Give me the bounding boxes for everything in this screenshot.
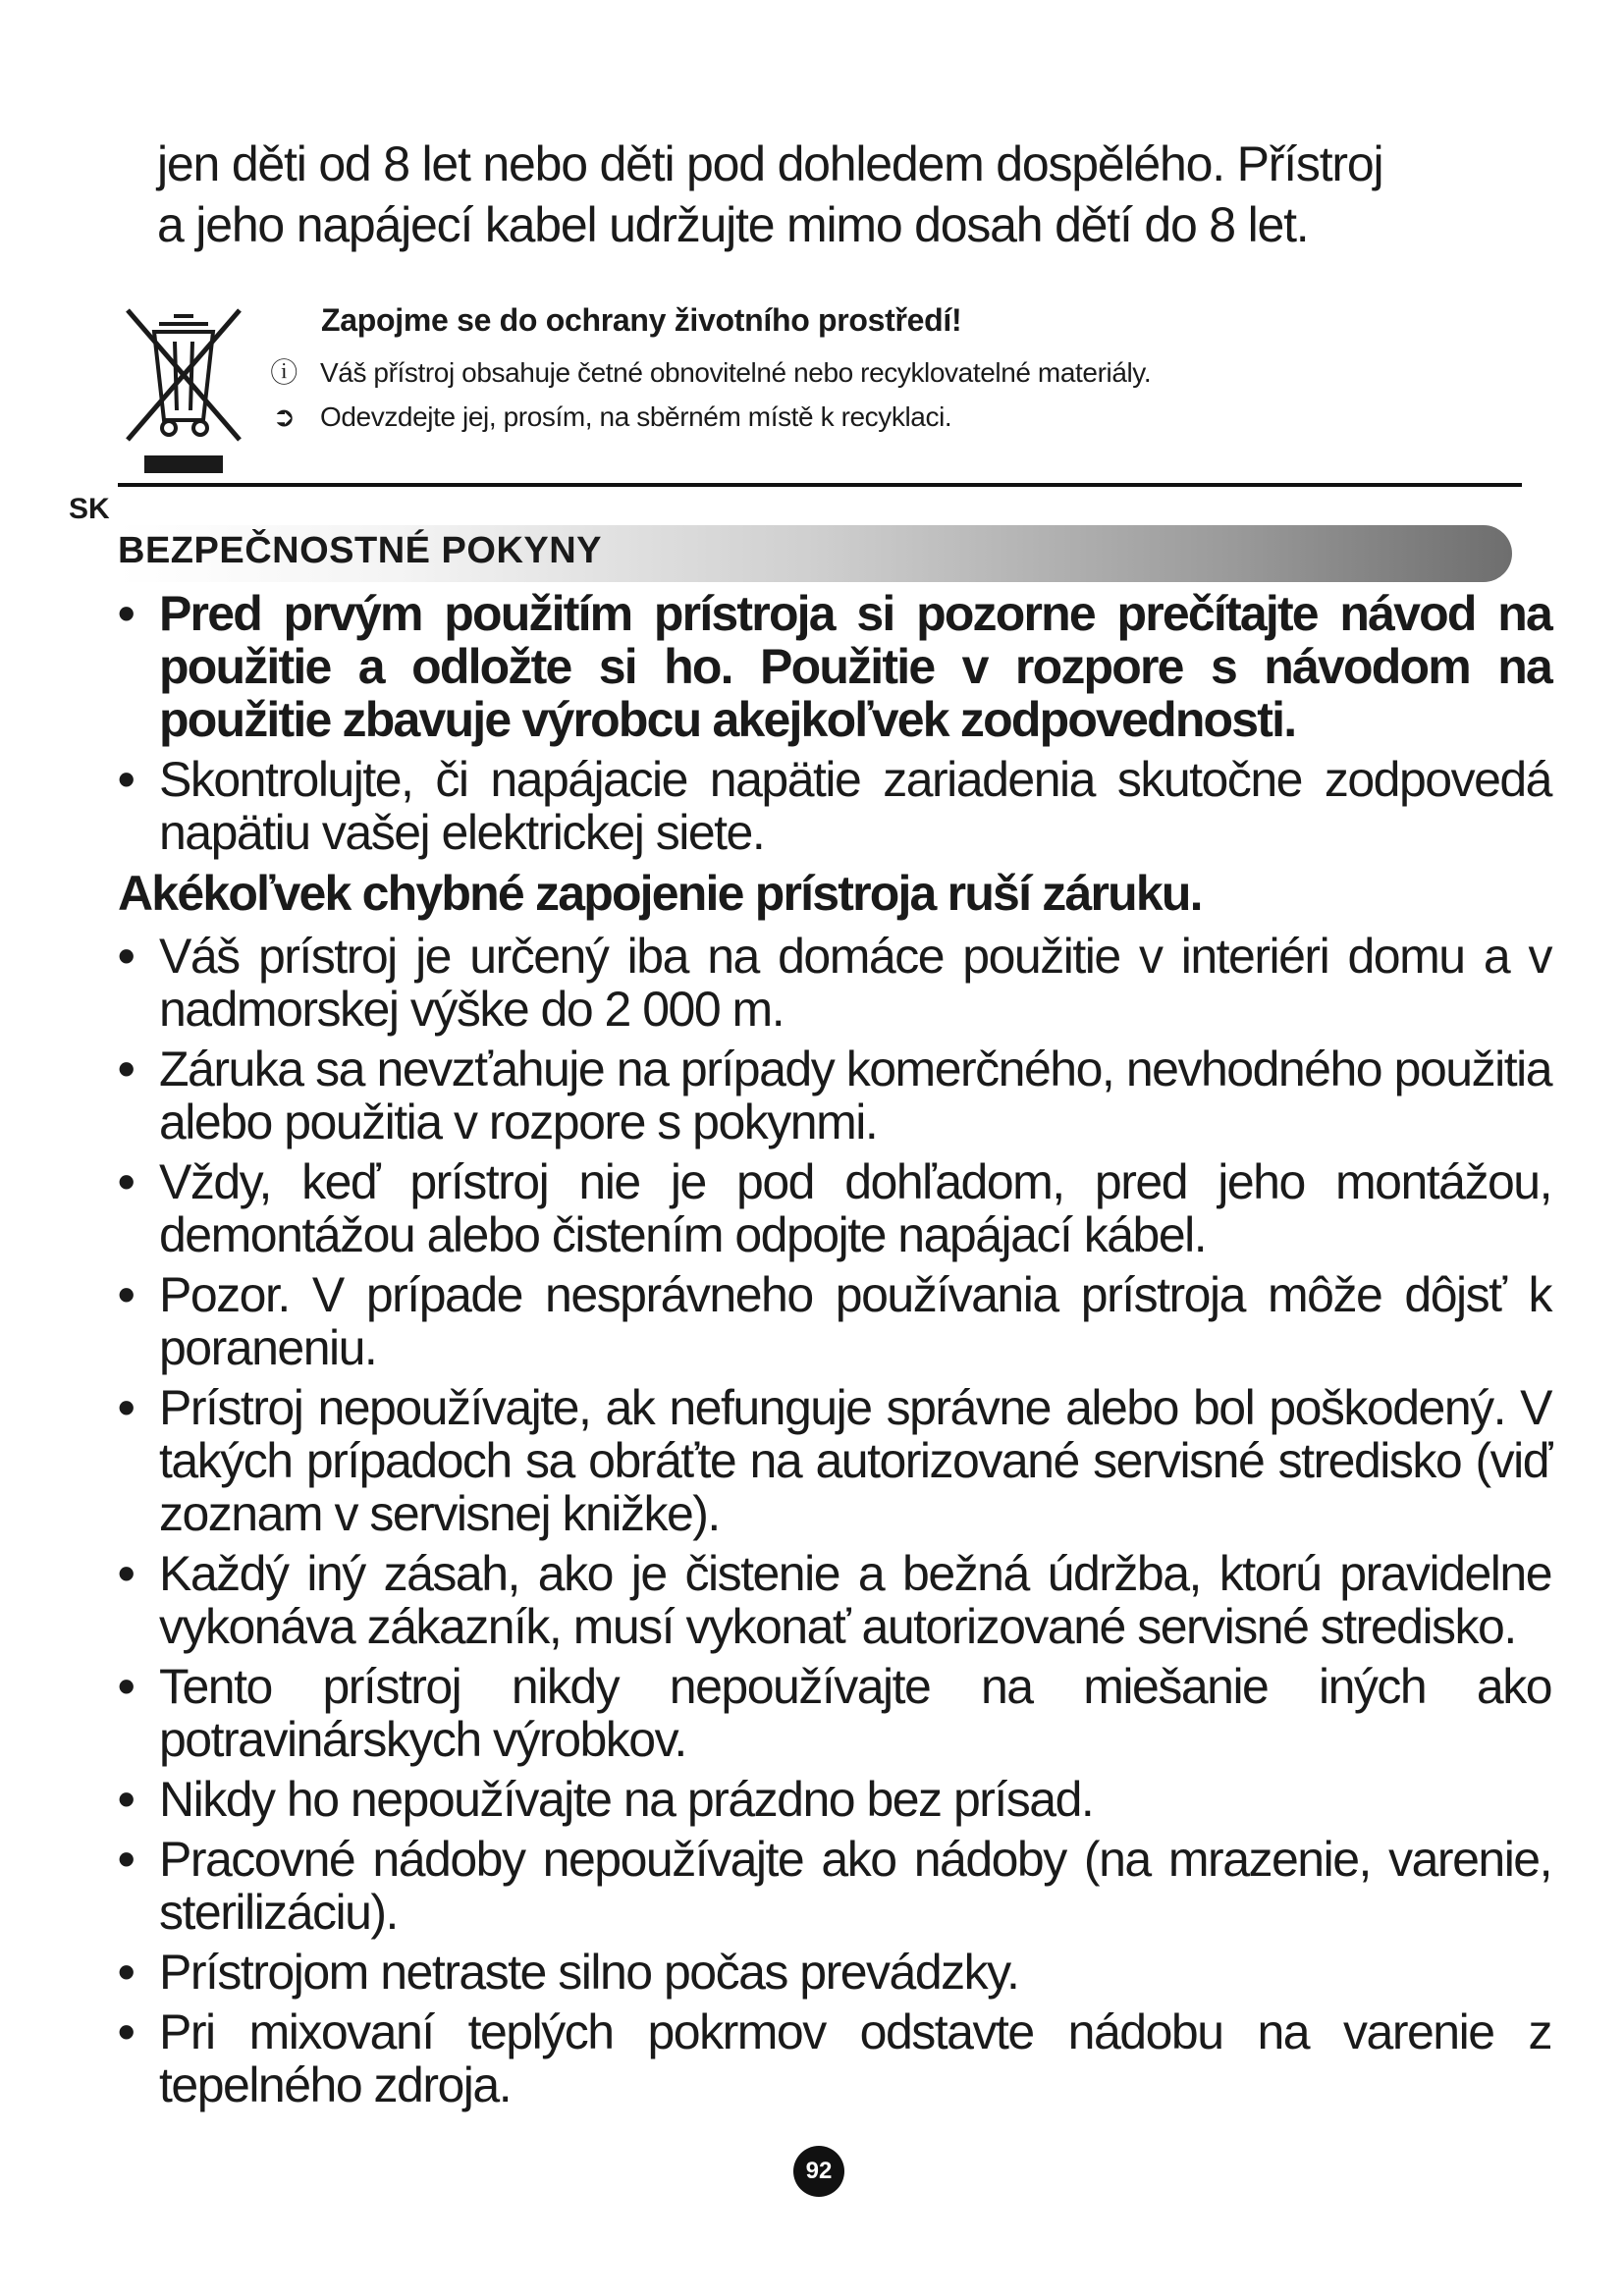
list-item (118, 587, 1551, 746)
list-item (118, 1155, 1551, 1261)
environment-line-2 (267, 400, 951, 433)
bullet: • (118, 1154, 135, 1209)
environment-line-2-text: Odevzdejte jej, prosím, na sběrném místě k recyklaci. (320, 401, 952, 432)
bullet: • (118, 2004, 135, 2059)
list-item (118, 1268, 1551, 1374)
bullet: • (118, 1546, 135, 1601)
bullet: • (118, 1380, 135, 1435)
bullet: • (118, 929, 135, 984)
list-item-text: Tento prístroj nikdy nepoužívajte na miešanie iných ako potravinárskych výrobkov. (159, 1659, 1551, 1767)
crossed-out-bin-icon (120, 302, 247, 479)
list-item (118, 1042, 1551, 1148)
bullet: • (118, 586, 134, 641)
list-item-text: Prístroj nepoužívajte, ak nefunguje správne alebo bol poškodený. V takých prípadoch sa obráťte na autorizované servisné stredisko (viď zoznam v servisnej knižke). (159, 1380, 1551, 1541)
intro-line-2: a jeho napájecí kabel udržujte mimo dosah dětí do 8 let. (157, 197, 1309, 252)
list-item-text: Skontrolujte, či napájacie napätie zariadenia skutočne zodpovedá napätiu vašej elektrickej siete. (159, 752, 1551, 860)
list-item-text: Váš prístroj je určený iba na domáce použitie v interiéri domu a v nadmorskej výške do 2 000 m. (159, 929, 1551, 1037)
list-item-text: Vždy, keď prístroj nie je pod dohľadom, pred jeho montážou, demontážou alebo čistením odpojte napájací kábel. (159, 1154, 1551, 1262)
bullet: • (118, 1041, 135, 1096)
language-code: SK (69, 493, 110, 525)
list-item (118, 2005, 1551, 2111)
list-item (118, 1946, 1551, 1999)
info-icon: ⓘ (270, 357, 298, 388)
list-item (118, 1547, 1551, 1653)
environment-title: Zapojme se do ochrany životního prostředí! (321, 302, 962, 338)
list-item-text: Pred prvým použitím prístroja si pozorne prečítajte návod na použitie a odložte si ho. Použitie v rozpore s návodom na použitie zbavuje výrobcu akejkoľvek zodpovednosti. (159, 586, 1551, 747)
intro-text (157, 133, 1551, 255)
warranty-warning: Akékoľvek chybné zapojenie prístroja ruší záruku. (118, 866, 1202, 921)
page-number: 92 (793, 2146, 844, 2197)
bullet: • (118, 1772, 135, 1827)
list-item-text: Pri mixovaní teplých pokrmov odstavte nádobu na varenie z tepelného zdroja. (159, 2004, 1551, 2112)
list-item-text: Nikdy ho nepoužívajte na prázdno bez prísad. (159, 1772, 1094, 1827)
safety-instructions (118, 587, 1551, 2118)
bullet: • (118, 1832, 135, 1887)
bullet: • (118, 1659, 135, 1714)
list-item-text: Prístrojom netraste silno počas prevádzky. (159, 1945, 1019, 2000)
list-item-text: Pozor. V prípade nesprávneho používania prístroja môže dôjsť k poraneniu. (159, 1267, 1551, 1375)
list-item (118, 1660, 1551, 1766)
section-title: BEZPEČNOSTNÉ POKYNY (118, 530, 603, 571)
list-item (118, 1381, 1551, 1540)
environment-line-1 (267, 351, 1151, 391)
environment-notice (120, 294, 1514, 481)
bullet: • (118, 1267, 135, 1322)
divider (118, 483, 1522, 487)
arrow-icon: ➲ (272, 401, 296, 432)
list-item-text: Pracovné nádoby nepoužívajte ako nádoby (na mrazenie, varenie, sterilizáciu). (159, 1832, 1551, 1940)
list-item (118, 1773, 1551, 1826)
intro-line-1: jen děti od 8 let nebo děti pod dohledem dospělého. Přístroj (157, 136, 1383, 191)
list-item (118, 930, 1551, 1036)
list-item (118, 1833, 1551, 1939)
bullet: • (118, 1945, 135, 2000)
list-item (118, 753, 1551, 859)
list-item-text: Každý iný zásah, ako je čistenie a bežná údržba, ktorú pravidelne vykonáva zákazník, musí vykonať autorizované servisné stredisko. (159, 1546, 1551, 1654)
environment-line-1-text: Váš přístroj obsahuje četné obnovitelné nebo recyklovatelné materiály. (320, 357, 1152, 388)
list-item-text: Záruka sa nevzťahuje na prípady komerčného, nevhodného použitia alebo použitia v rozpore s pokynmi. (159, 1041, 1551, 1149)
bullet: • (118, 752, 135, 807)
